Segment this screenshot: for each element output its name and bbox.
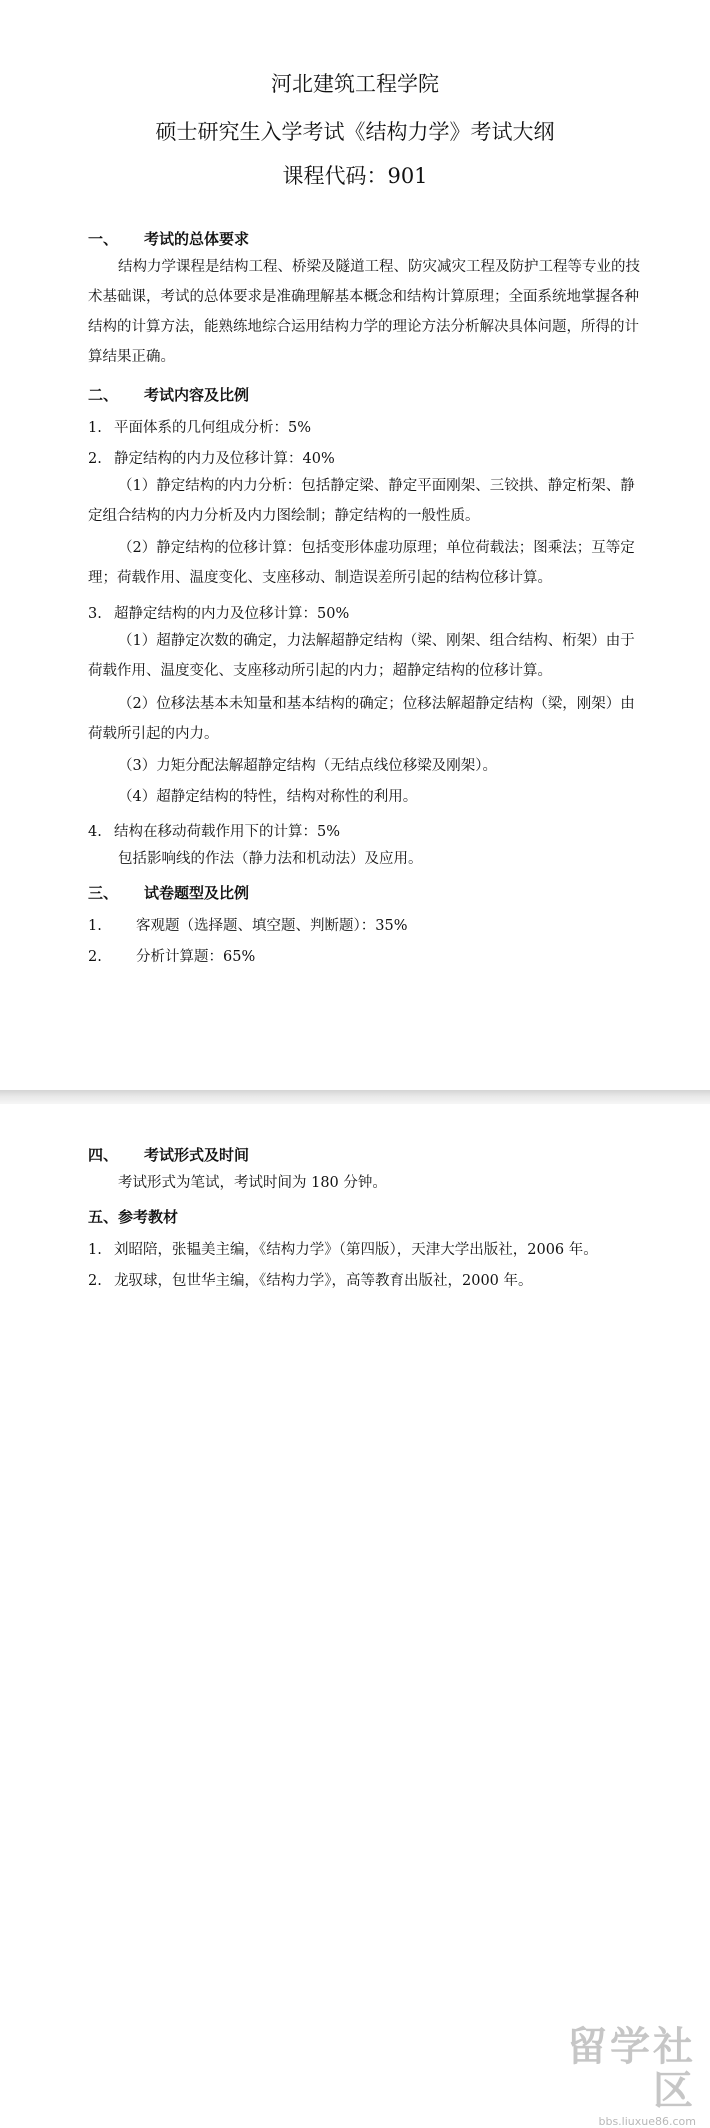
section-1-heading: [88, 228, 249, 249]
item-number: 2.: [88, 1273, 102, 1289]
item-text: 静定结构的内力及位移计算：40%: [114, 451, 335, 467]
general-requirements-paragraph: 结构力学课程是结构工程、桥梁及隧道工程、防灾减灾工程及防护工程等专业的技术基础课，考试的总体要求是准确理解基本概念和结构计算原理；全面系统地掌握各种结构的计算方法，能熟练地综合运用结构力学的理论方法分析解决具体问题，所得的计算结果正确。: [88, 259, 640, 365]
item-number: 2.: [88, 451, 102, 467]
section-4-heading: [88, 1144, 249, 1165]
item-number: 3.: [88, 606, 102, 622]
section-title: 考试的总体要求: [144, 230, 250, 248]
section-number: 一、: [88, 230, 119, 248]
course-code: 课程代码：901: [282, 164, 428, 188]
list-item: [88, 416, 311, 437]
list-item: [88, 1238, 598, 1259]
exam-format-paragraph: 考试形式为笔试，考试时间为 180 分钟。: [118, 1175, 387, 1191]
item-text: 龙驭球，包世华主编，《结构力学》，高等教育出版社，2000 年。: [114, 1273, 533, 1289]
item-text: 超静定结构的内力及位移计算：50%: [114, 606, 350, 622]
item-text: 平面体系的几何组成分析：5%: [114, 420, 312, 436]
section-number: 二、: [88, 386, 119, 404]
sub-paragraph: （2）静定结构的位移计算：包括变形体虚功原理；单位荷载法；图乘法；互等定理；荷载作用、温度变化、支座移动、制造误差所引起的结构位移计算。: [88, 540, 635, 586]
sub-paragraph: （1）超静定次数的确定，力法解超静定结构（梁、刚架、组合结构、桁架）由于荷载作用、温度变化、支座移动所引起的内力；超静定结构的位移计算。: [88, 633, 635, 679]
list-item: [88, 447, 335, 468]
sub-paragraph: （4）超静定结构的特性，结构对称性的利用。: [118, 789, 418, 805]
section-title: 考试内容及比例: [144, 386, 250, 404]
section-title: 考试形式及时间: [144, 1146, 250, 1164]
list-item: [88, 914, 407, 935]
watermark-url: bbs.liuxue86.com: [598, 2115, 696, 2128]
item-number: 1.: [88, 918, 102, 934]
watermark-brand: 留学社区: [567, 2024, 696, 2114]
item-text: 结构在移动荷载作用下的计算：5%: [114, 824, 341, 840]
watermark-logo: [526, 2024, 696, 2128]
exam-title: 硕士研究生入学考试《结构力学》考试大纲: [155, 120, 555, 144]
list-item: [88, 602, 349, 623]
document-page-2: [0, 1104, 710, 2128]
school-name: 河北建筑工程学院: [271, 72, 439, 96]
section-number: 四、: [88, 1146, 119, 1164]
sub-paragraph: （2）位移法基本未知量和基本结构的确定；位移法解超静定结构（梁，刚架）由荷载所引起的内力。: [88, 696, 635, 742]
item-text: 刘昭陪，张韫美主编，《结构力学》（第四版），天津大学出版社，2006 年。: [114, 1242, 598, 1258]
list-item: [88, 945, 255, 966]
item-text: 客观题（选择题、填空题、判断题）：35%: [136, 918, 408, 934]
item-number: 1.: [88, 420, 102, 436]
section-number: 三、: [88, 884, 119, 902]
sub-paragraph: （1）静定结构的内力分析：包括静定梁、静定平面刚架、三铰拱、静定桁架、静定组合结构的内力分析及内力图绘制；静定结构的一般性质。: [88, 478, 635, 524]
section-2-heading: [88, 384, 249, 405]
section-3-heading: [88, 882, 249, 903]
section-5-heading: 五、参考教材: [88, 1208, 179, 1226]
sub-paragraph: （3）力矩分配法解超静定结构（无结点线位移梁及刚架）。: [118, 758, 497, 774]
page-break: [0, 1090, 710, 1104]
item-number: 1.: [88, 1242, 102, 1258]
item-text: 分析计算题：65%: [136, 949, 256, 965]
section-title: 试卷题型及比例: [144, 884, 250, 902]
sub-paragraph: 包括影响线的作法（静力法和机动法）及应用。: [118, 851, 423, 867]
list-item: [88, 820, 340, 841]
list-item: [88, 1269, 533, 1290]
item-number: 4.: [88, 824, 102, 840]
item-number: 2.: [88, 949, 102, 965]
